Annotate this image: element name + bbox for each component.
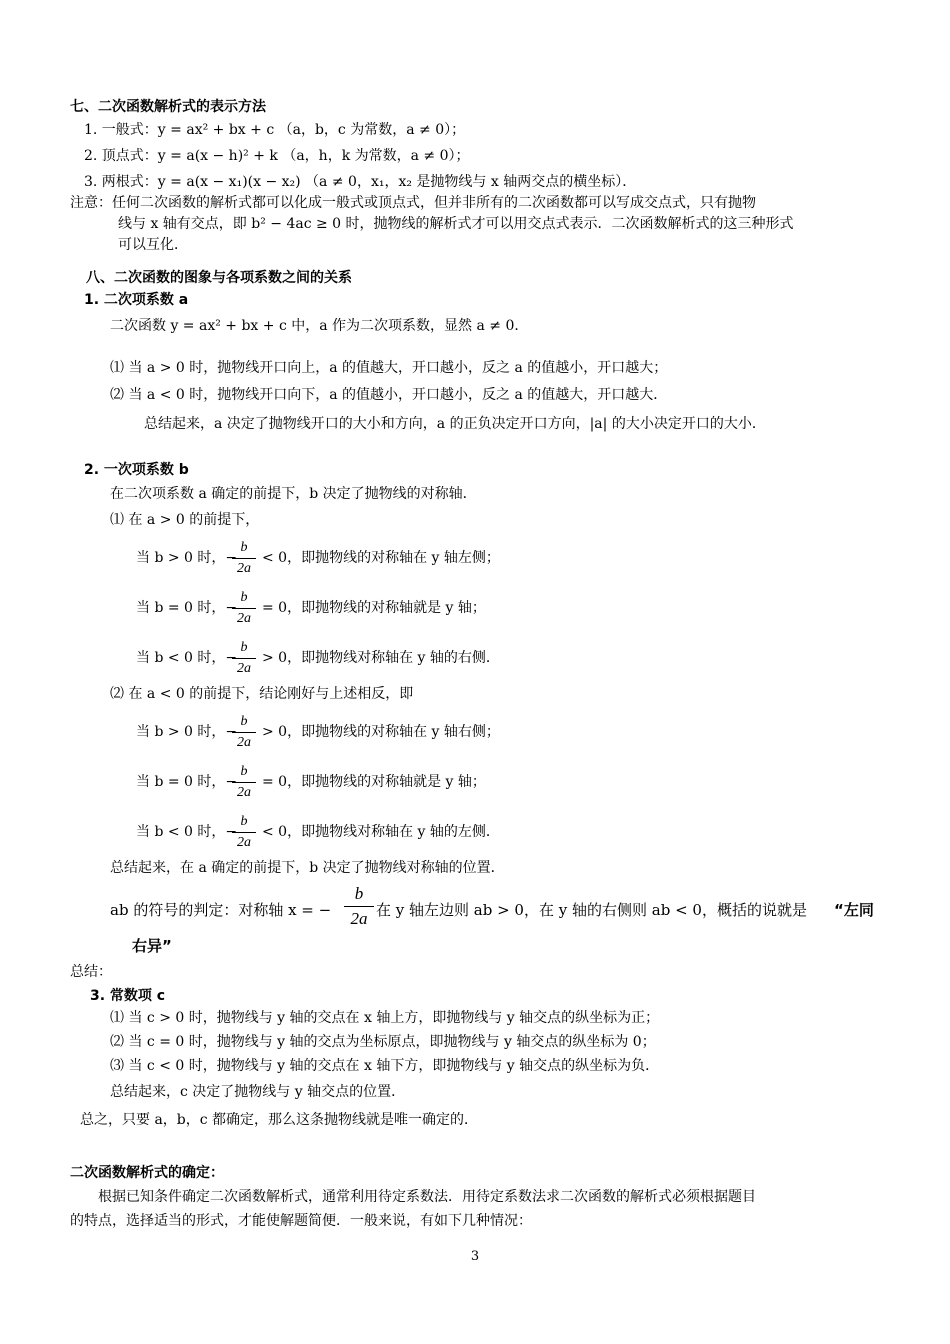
coef-b-case-1: ⑴ 在 a > 0 的前提下，	[110, 512, 260, 528]
coef-a-intro: 二次函数 y = ax² + bx + c 中，a 作为二次项系数，显然 a ≠ 0．	[110, 318, 529, 334]
determine-heading: 二次函数解析式的确定：	[70, 1165, 224, 1181]
coef-c-case-2: ⑵ 当 c = 0 时，抛物线与 y 轴的交点为坐标原点，即抛物线与 y 轴交点的纵坐标为 0；	[110, 1034, 656, 1050]
b1-row3-left: 当 b < 0 时，−	[136, 650, 238, 666]
coef-c-summary: 总结起来，c 决定了抛物线与 y 轴交点的位置．	[110, 1084, 406, 1100]
b2-row2-left: 当 b = 0 时，−	[136, 774, 238, 790]
form-vertex: 2. 顶点式：y = a(x − h)² + k （a，h，k 为常数，a ≠ 0）；	[84, 148, 470, 164]
b1-row2-left: 当 b = 0 时，−	[136, 600, 238, 616]
coef-c-heading: 3. 常数项 c	[90, 988, 166, 1004]
fraction-b-over-2a: b 2a	[232, 540, 256, 577]
coef-b-intro: 在二次项系数 a 确定的前提下，b 决定了抛物线的对称轴．	[110, 486, 477, 502]
b2-row1-right: > 0，即抛物线的对称轴在 y 轴右侧；	[262, 724, 500, 740]
b1-row1-right: < 0，即抛物线的对称轴在 y 轴左侧；	[262, 550, 500, 566]
determine-paragraph-1: 根据已知条件确定二次函数解析式，通常利用待定系数法．用待定系数法求二次函数的解析式必须根据题目	[98, 1189, 756, 1205]
coef-c-case-3: ⑶ 当 c < 0 时，抛物线与 y 轴的交点在 x 轴下方，即抛物线与 y 轴交点的纵坐标为负．	[110, 1058, 660, 1074]
coef-b-case-2: ⑵ 在 a < 0 的前提下，结论刚好与上述相反，即	[110, 686, 414, 702]
fraction-b-over-2a: b 2a	[232, 590, 256, 627]
form-two-roots: 3. 两根式：y = a(x − x₁)(x − x₂) （a ≠ 0，x₁，x₂ 是抛物线与 x 轴两交点的横坐标）．	[84, 174, 637, 190]
coef-b-heading: 2. 一次项系数 b	[84, 462, 189, 478]
ab-sign-lead: ab 的符号的判定：对称轴 x = −	[110, 901, 332, 919]
summary-label: 总结：	[70, 964, 112, 980]
form-general: 1. 一般式：y = ax² + bx + c （a，b，c 为常数，a ≠ 0）；	[84, 122, 466, 138]
coef-b-summary: 总结起来，在 a 确定的前提下，b 决定了抛物线对称轴的位置．	[110, 860, 505, 876]
fraction-b-over-2a: b 2a	[232, 764, 256, 801]
fraction-b-over-2a: b 2a	[232, 640, 256, 677]
section7-heading: 七、二次函数解析式的表示方法	[70, 99, 266, 115]
determine-paragraph-2: 的特点，选择适当的形式，才能使解题简便．一般来说，有如下几种情况：	[70, 1213, 532, 1229]
note-line-3: 可以互化．	[118, 237, 188, 253]
note-line-2: 线与 x 轴有交点，即 b² − 4ac ≥ 0 时，抛物线的解析式才可以用交点式表示．二次函数解析式的这三种形式	[118, 216, 794, 232]
left-same-quote: “左同	[834, 901, 874, 919]
coef-a-case-2: ⑵ 当 a < 0 时，抛物线开口向下，a 的值越小，开口越小，反之 a 的值越大，开口越大．	[110, 387, 668, 403]
page-number: 3	[470, 1249, 480, 1264]
b2-row3-left: 当 b < 0 时，−	[136, 824, 238, 840]
section8-heading: 八、二次函数的图象与各项系数之间的关系	[86, 270, 352, 286]
b2-row3-right: < 0，即抛物线对称轴在 y 轴的左侧．	[262, 824, 500, 840]
b2-row1-left: 当 b > 0 时，−	[136, 724, 238, 740]
ab-sign-tail: 在 y 轴左边则 ab > 0，在 y 轴的右侧则 ab < 0，概括的说就是	[376, 901, 807, 919]
fraction-b-over-2a: b 2a	[344, 884, 374, 929]
b1-row3-right: > 0，即抛物线对称轴在 y 轴的右侧．	[262, 650, 500, 666]
b1-row2-right: = 0，即抛物线的对称轴就是 y 轴；	[262, 600, 486, 616]
coef-c-case-1: ⑴ 当 c > 0 时，抛物线与 y 轴的交点在 x 轴上方，即抛物线与 y 轴交点的纵坐标为正；	[110, 1010, 660, 1026]
fraction-b-over-2a: b 2a	[232, 814, 256, 851]
coef-a-case-1: ⑴ 当 a > 0 时，抛物线开口向上，a 的值越大，开口越小，反之 a 的值越小，开口越大；	[110, 360, 668, 376]
fraction-b-over-2a: b 2a	[232, 714, 256, 751]
coef-a-heading: 1. 二次项系数 a	[84, 292, 189, 308]
final-conclusion: 总之，只要 a，b，c 都确定，那么这条抛物线就是唯一确定的．	[80, 1112, 479, 1128]
right-diff-quote: 右异”	[132, 937, 172, 955]
coef-a-summary: 总结起来，a 决定了抛物线开口的大小和方向，a 的正负决定开口方向，|a| 的大小决定开口的大小．	[144, 416, 766, 432]
note-line-1: 注意：任何二次函数的解析式都可以化成一般式或顶点式，但并非所有的二次函数都可以写成交点式，只有抛物	[70, 195, 756, 211]
b1-row1-left: 当 b > 0 时，−	[136, 550, 238, 566]
b2-row2-right: = 0，即抛物线的对称轴就是 y 轴；	[262, 774, 486, 790]
